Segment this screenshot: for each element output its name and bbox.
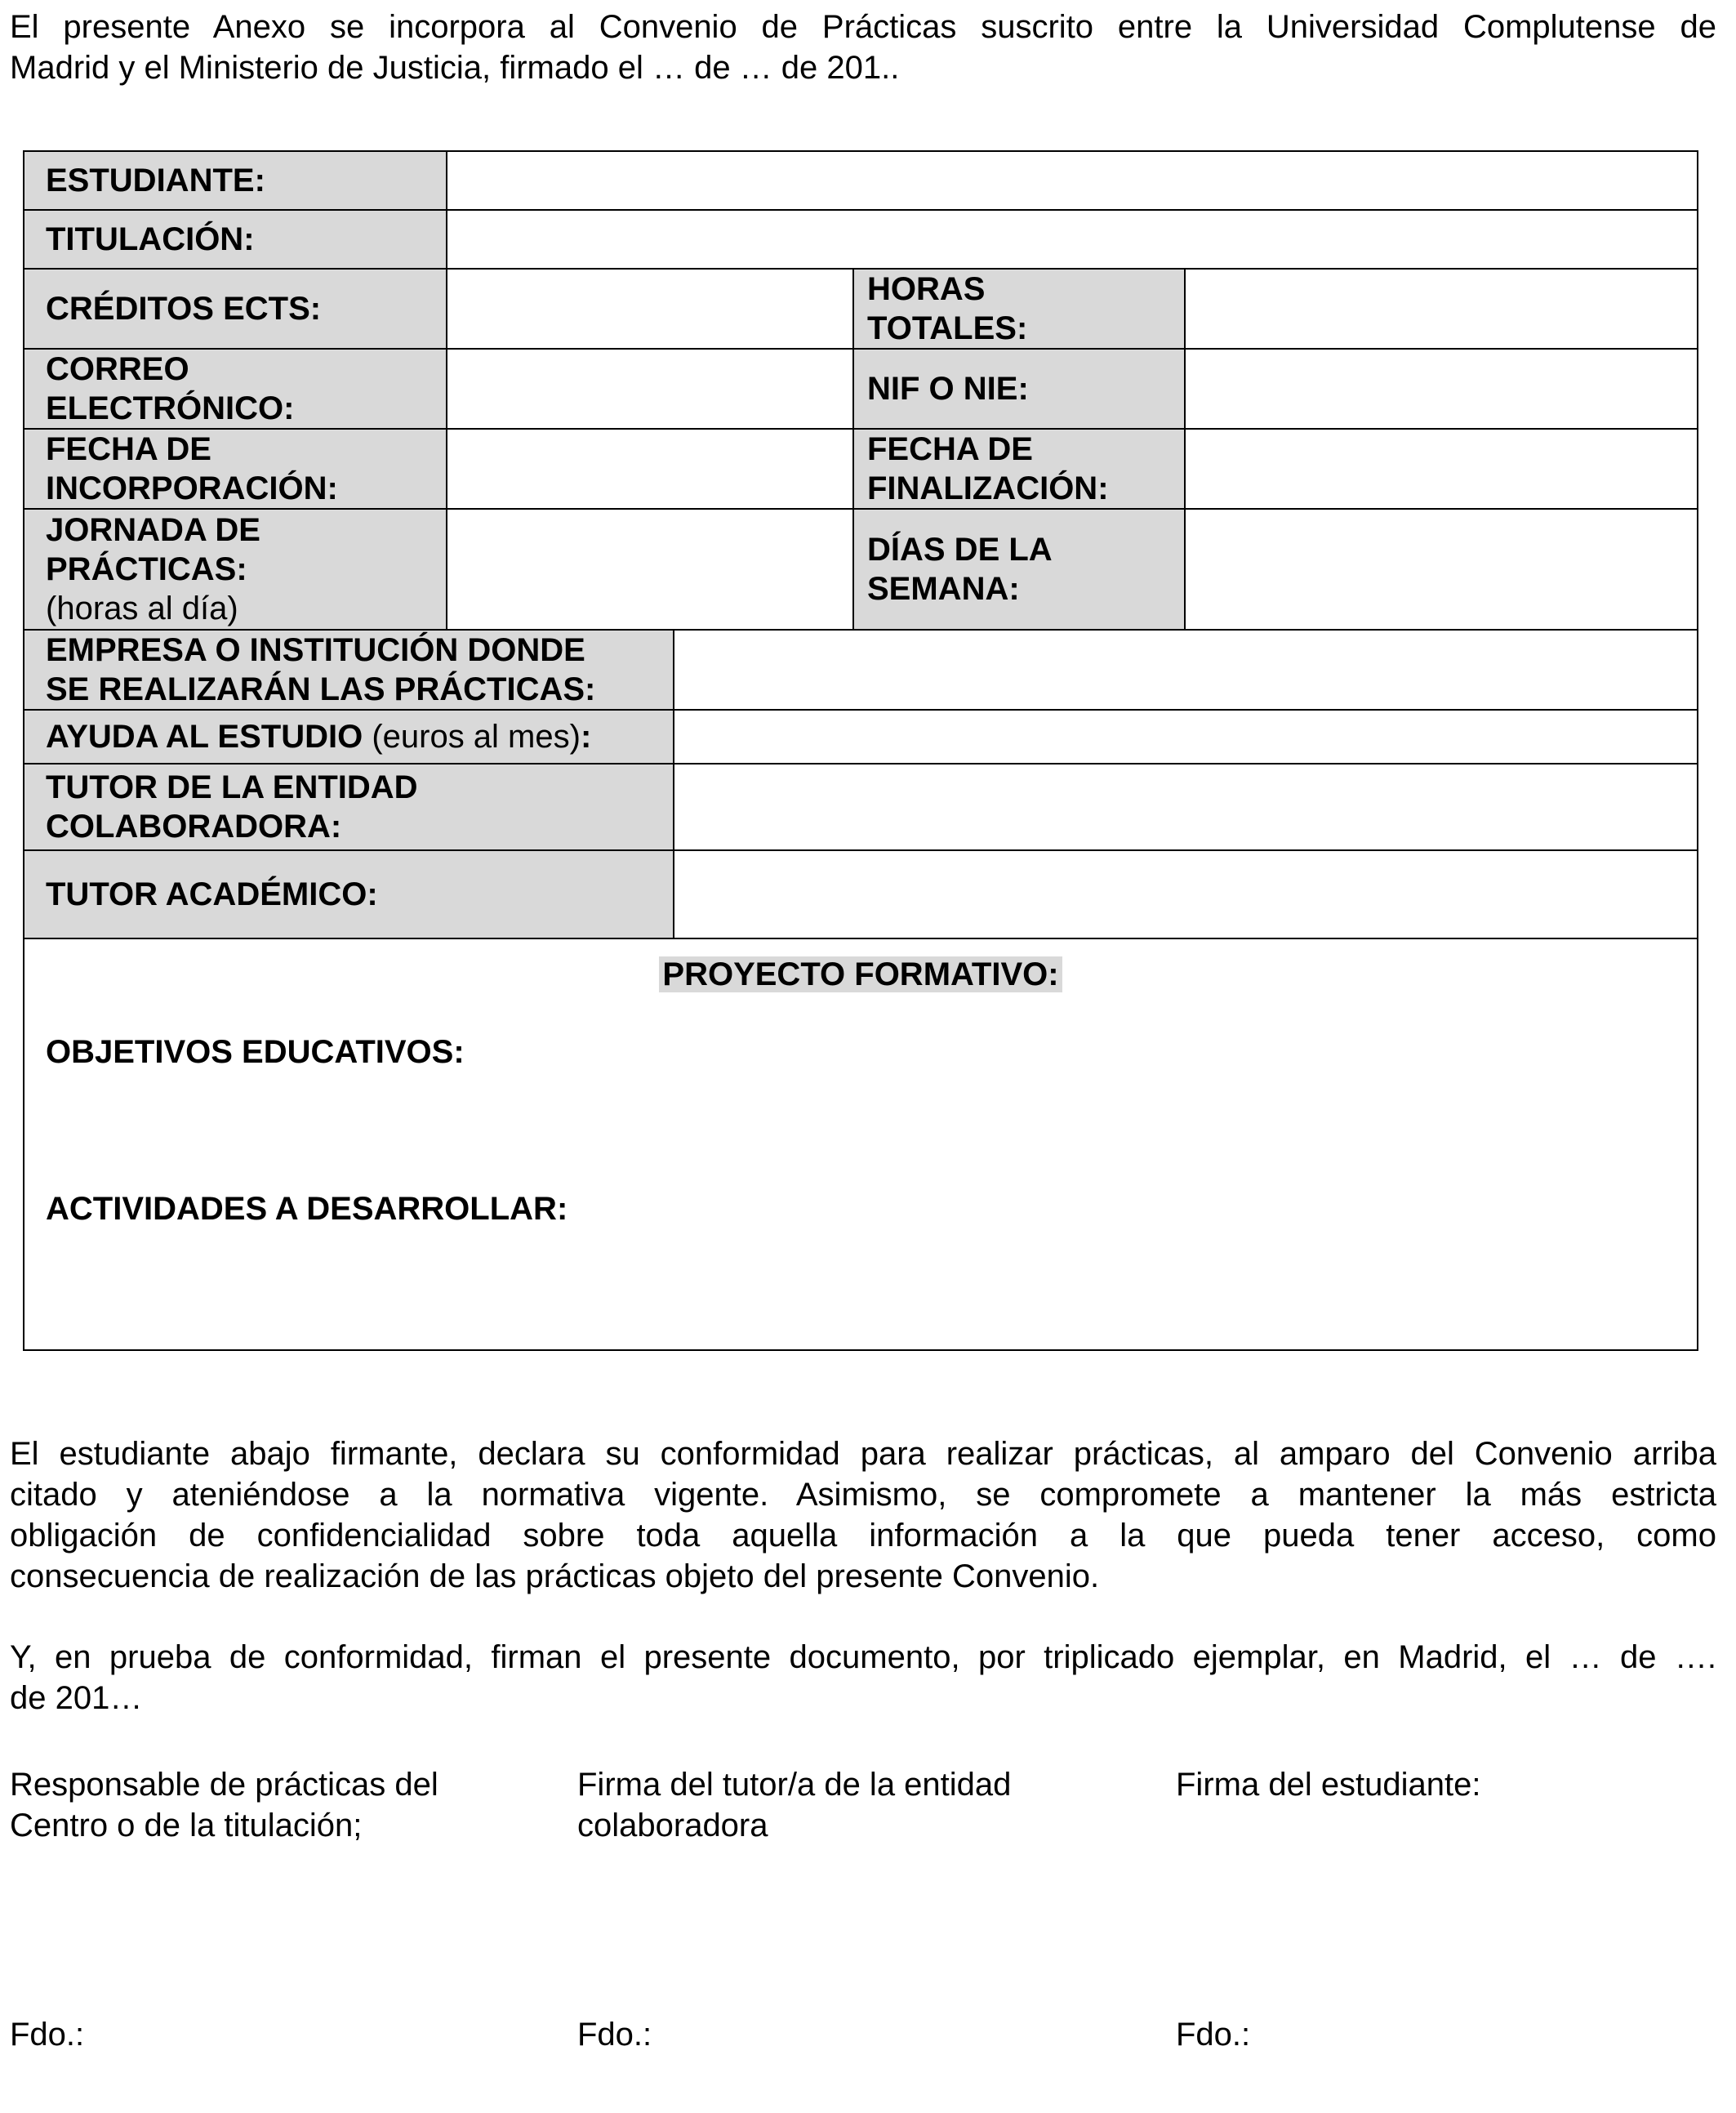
- actividades-label: ACTIVIDADES A DESARROLLAR:: [46, 1191, 568, 1227]
- declaration-line: obligación de confidencialidad sobre toda aquella información a la que pueda tener acceso, como: [10, 1518, 1716, 1554]
- label-estudiante: [24, 152, 447, 211]
- proyecto-title-text: PROYECTO FORMATIVO:: [659, 956, 1062, 992]
- label-text: NIF O NIE:: [867, 371, 1029, 407]
- fdo-estudiante[interactable]: Fdo.:: [1176, 2017, 1251, 2053]
- signature-block-tutor: [577, 1764, 1011, 1846]
- label-text: TOTALES:: [867, 310, 1028, 346]
- label-colon: :: [580, 719, 592, 755]
- label-text: TUTOR DE LA ENTIDAD: [46, 769, 418, 805]
- label-text: COLABORADORA:: [46, 809, 342, 845]
- label-text: PRÁCTICAS:: [46, 551, 247, 587]
- label-text: EMPRESA O INSTITUCIÓN DONDE: [46, 632, 585, 668]
- proof-paragraph: [10, 1637, 1716, 1718]
- label-correo: [24, 350, 447, 430]
- label-horas-totales: [854, 270, 1186, 350]
- label-creditos: [24, 270, 447, 350]
- declaration-paragraph: [10, 1433, 1716, 1597]
- proof-line: Y, en prueba de conformidad, firman el presente documento, por triplicado ejemplar, en Madrid, el … de ….: [10, 1639, 1716, 1675]
- field-jornada[interactable]: [447, 510, 854, 631]
- label-ayuda-estudio: [24, 711, 674, 765]
- declaration-line: El estudiante abajo firmante, declara su conformidad para realizar prácticas, al amparo del Convenio arriba: [10, 1436, 1716, 1472]
- field-dias-semana[interactable]: [1186, 510, 1697, 631]
- objetivos-label: OBJETIVOS EDUCATIVOS:: [46, 1034, 465, 1070]
- field-fecha-incorporacion[interactable]: [447, 430, 854, 510]
- practice-form-table: [23, 150, 1698, 1351]
- label-text: ELECTRÓNICO:: [46, 390, 295, 426]
- label-bold: AYUDA AL ESTUDIO: [46, 719, 363, 755]
- signature-title: colaboradora: [577, 1808, 768, 1843]
- signature-title: Responsable de prácticas del: [10, 1767, 438, 1803]
- label-text: TITULACIÓN:: [46, 221, 255, 257]
- intro-line: Madrid y el Ministerio de Justicia, firmado el … de … de 201..: [10, 50, 900, 86]
- label-text: HORAS: [867, 271, 986, 307]
- label-text: [46, 717, 673, 756]
- label-text: FECHA DE: [867, 431, 1033, 467]
- field-correo[interactable]: [447, 350, 854, 430]
- label-text: SEMANA:: [867, 571, 1020, 607]
- intro-line: El presente Anexo se incorpora al Convenio de Prácticas suscrito entre la Universidad Complutense de: [10, 9, 1716, 45]
- label-text: ESTUDIANTE:: [46, 163, 265, 198]
- signature-title: Firma del tutor/a de la entidad: [577, 1767, 1012, 1803]
- label-text: CRÉDITOS ECTS:: [46, 291, 322, 327]
- label-text: JORNADA DE: [46, 512, 260, 548]
- label-tutor-academico: [24, 851, 674, 939]
- field-empresa[interactable]: [674, 631, 1697, 711]
- label-dias-semana: [854, 510, 1186, 631]
- field-titulacion[interactable]: [447, 211, 1697, 270]
- fdo-tutor[interactable]: Fdo.:: [577, 2017, 652, 2053]
- label-text: CORREO: [46, 351, 189, 387]
- label-tutor-entidad: [24, 765, 674, 851]
- label-text: DÍAS DE LA: [867, 532, 1053, 568]
- field-tutor-academico[interactable]: [674, 851, 1697, 939]
- label-text: TUTOR ACADÉMICO:: [46, 876, 378, 912]
- proyecto-formativo-section[interactable]: [24, 939, 1697, 1349]
- intro-paragraph: [10, 7, 1716, 88]
- proof-line: de 201…: [10, 1680, 143, 1716]
- label-text: FECHA DE: [46, 431, 211, 467]
- field-nif[interactable]: [1186, 350, 1697, 430]
- label-text: FINALIZACIÓN:: [867, 470, 1109, 506]
- field-ayuda-estudio[interactable]: [674, 711, 1697, 765]
- label-empresa: [24, 631, 674, 711]
- label-text: INCORPORACIÓN:: [46, 470, 338, 506]
- declaration-line: consecuencia de realización de las prácticas objeto del presente Convenio.: [10, 1558, 1100, 1594]
- signature-block-responsable: [10, 1764, 438, 1846]
- label-jornada: [24, 510, 447, 631]
- label-text: SE REALIZARÁN LAS PRÁCTICAS:: [46, 671, 596, 707]
- label-note: (horas al día): [46, 591, 238, 626]
- field-estudiante[interactable]: [447, 152, 1697, 211]
- field-tutor-entidad[interactable]: [674, 765, 1697, 851]
- field-horas-totales[interactable]: [1186, 270, 1697, 350]
- signature-title: Firma del estudiante:: [1176, 1767, 1481, 1803]
- signature-title: Centro o de la titulación;: [10, 1808, 363, 1843]
- declaration-line: citado y ateniéndose a la normativa vigente. Asimismo, se compromete a mantener la más estricta: [10, 1477, 1716, 1513]
- field-creditos[interactable]: [447, 270, 854, 350]
- proyecto-title: [24, 954, 1697, 995]
- label-fecha-finalizacion: [854, 430, 1186, 510]
- field-fecha-finalizacion[interactable]: [1186, 430, 1697, 510]
- label-fecha-incorporacion: [24, 430, 447, 510]
- signature-block-estudiante: [1176, 1764, 1481, 1805]
- label-note: (euros al mes): [363, 719, 581, 755]
- label-titulacion: [24, 211, 447, 270]
- fdo-responsable[interactable]: Fdo.:: [10, 2017, 85, 2053]
- label-nif: [854, 350, 1186, 430]
